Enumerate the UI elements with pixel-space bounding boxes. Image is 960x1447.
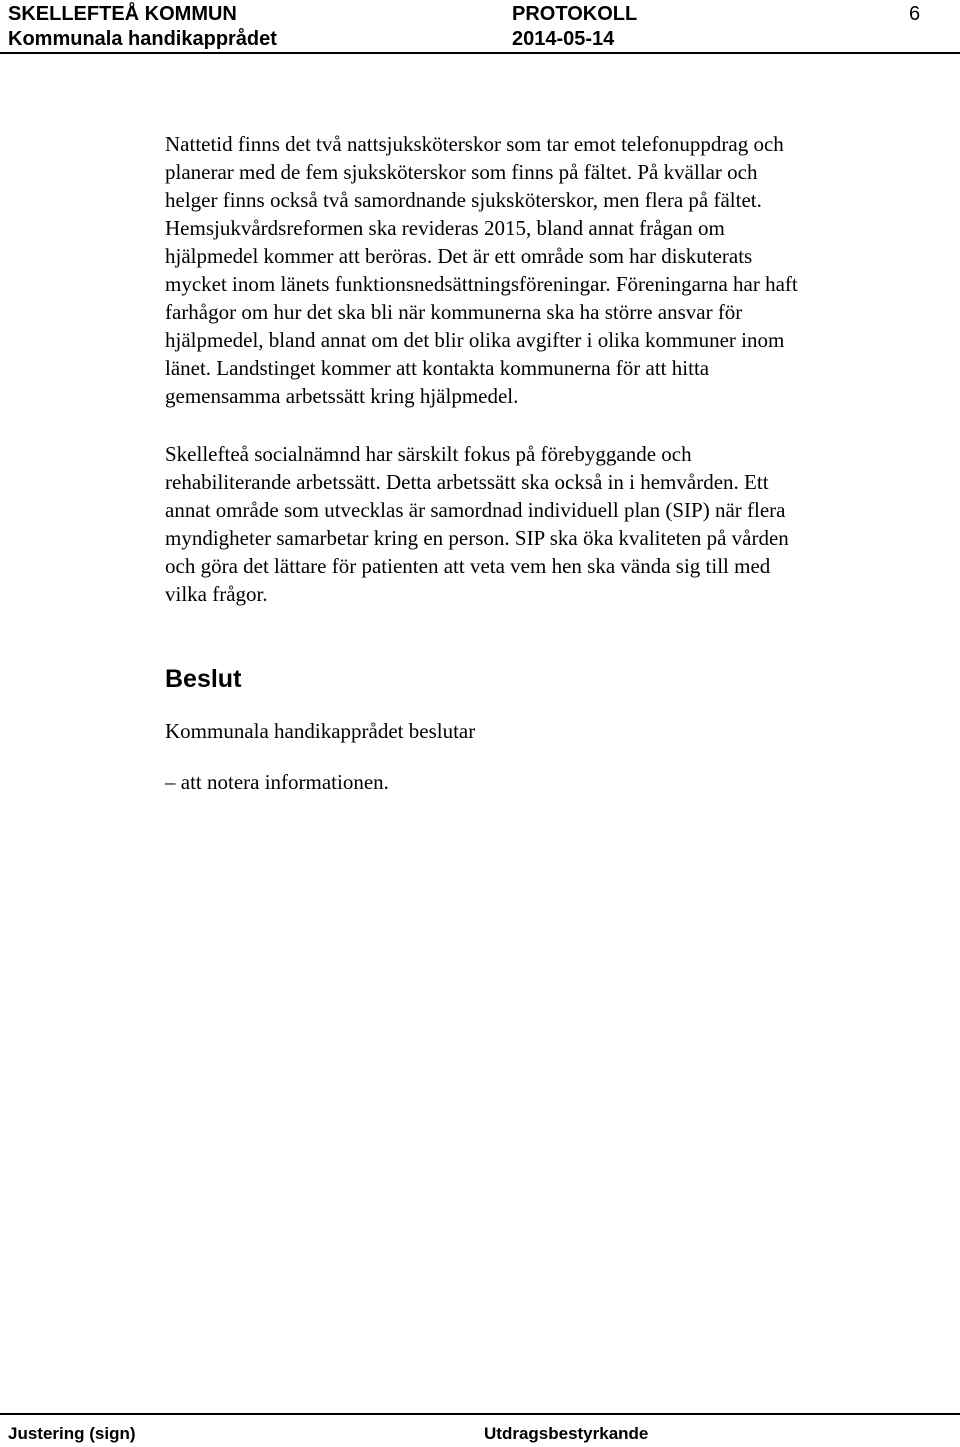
footer-divider	[0, 1413, 960, 1415]
header-divider	[0, 52, 960, 54]
document-type: PROTOKOLL	[512, 3, 638, 25]
organization-name: SKELLEFTEÅ KOMMUN	[8, 3, 237, 25]
extract-certification-label: Utdragsbestyrkande	[484, 1424, 649, 1443]
decision-intro: Kommunala handikapprådet beslutar	[165, 719, 476, 743]
committee-name: Kommunala handikapprådet	[8, 28, 277, 50]
paragraph-home-care: Nattetid finns det två nattsjuksköterskor som tar emot telefonuppdrag och planerar med de fem sjuksköterskor som finns på fältet. På kvällar och helger finns också två samordnande sjuksköterskor, men flera på fältet. Hemsjukvårdsreformen ska revideras 2015, bland annat frågan om hjälpmedel kommer att beröras. Det är ett område som har diskuterats mycket inom länets funktionsnedsättningsföreningar. Föreningarna har haft farhågor om hur det ska bli när kommunerna ska ha större ansvar för hjälpmedel, bland annat om det blir olika avgifter i olika kommuner inom länet. Landstinget kommer att kontakta kommunerna för att hitta gemensamma arbetssätt kring hjälpmedel.	[165, 132, 798, 408]
decision-heading: Beslut	[165, 665, 242, 693]
meeting-date: 2014-05-14	[512, 28, 615, 50]
decision-item: – att notera informationen.	[165, 770, 389, 794]
signature-label: Justering (sign)	[8, 1424, 136, 1443]
page-number: 6	[909, 3, 921, 25]
paragraph-social-committee: Skellefteå socialnämnd har särskilt fokus på förebyggande och rehabiliterande arbetssätt. Detta arbetssätt ska också in i hemvården. Ett annat område som utvecklas är samordnad individuell plan (SIP) när flera myndigheter samarbetar kring en person. SIP ska öka kvaliteten på vården och göra det lättare för patienten att veta vem hen ska vända sig till med vilka frågor.	[165, 442, 789, 606]
